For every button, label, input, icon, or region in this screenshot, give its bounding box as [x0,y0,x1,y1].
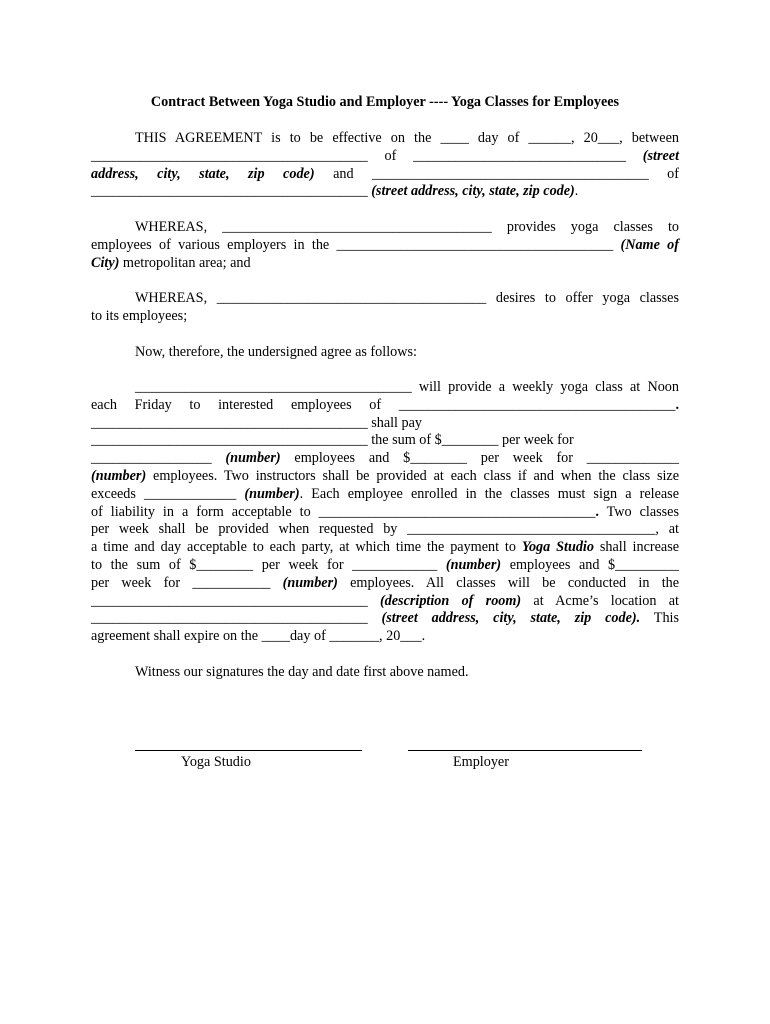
text-line: Witness our signatures the day and date first above named. [135,664,469,680]
text-line: City) metropolitan area; and [91,254,251,271]
employer-signature-line [408,750,642,751]
whereas-paragraph-2 [91,290,679,326]
text-line: _______________________________________ (street address, city, state, zip code). This [91,610,680,627]
text-line: exceeds _____________ (number). Each employee enrolled in the classes must sign a release [91,485,680,502]
text-line: _______________________________________ of ______________________________ (street [91,147,680,164]
text-line: to the sum of $________ per week for ____________ (number) employees and $_________ [91,556,679,573]
text-line: per week for ___________ (number) employees. All classes will be conducted in the [91,574,680,591]
text-line: _______________________________________ will provide a weekly yoga class at Noon [135,379,679,395]
text-line: a time and day acceptable to each party, at which time the payment to Yoga Studio shall increase [91,539,680,556]
text-line: per week shall be provided when requested by ___________________________________, at [91,521,679,538]
text-line: (number) employees. Two instructors shall be provided at each class if and when the class size [91,467,680,484]
text-line: WHEREAS, ______________________________________ desires to offer yoga classes [135,290,679,306]
text-line: of liability in a form acceptable to _______________________________________. Two classes [91,503,679,520]
witness-paragraph [91,664,679,682]
yoga-studio-signature-line [135,750,362,751]
text-line: agreement shall expire on the ____day of _______, 20___. [91,628,426,645]
terms-paragraph [91,379,679,646]
text-line: Now, therefore, the undersigned agree as follows: [135,344,417,360]
text-line: to its employees; [91,307,188,324]
text-line: THIS AGREEMENT is to be effective on the ____ day of ______, 20___, between [135,130,679,146]
whereas-paragraph-1 [91,219,679,272]
employer-signature-label: Employer [453,754,509,770]
text-line: _______________________________________ shall pay [91,414,423,431]
text-line: each Friday to interested employees of _______________________________________. [91,396,679,413]
text-line: employees of various employers in the _______________________________________ (Name of [91,236,679,253]
text-line: _________________ (number) employees and $________ per week for _____________ [91,450,680,467]
text-line: WHEREAS, ______________________________________ provides yoga classes to [135,219,679,235]
yoga-studio-signature-label: Yoga Studio [181,754,251,770]
agreement-paragraph [91,130,679,201]
text-line: _______________________________________ (description of room) at Acme’s location at [91,592,679,609]
document-title: Contract Between Yoga Studio and Employer ---- Yoga Classes for Employees [150,94,620,110]
text-line: address, city, state, zip code) and _______________________________________ of [91,165,680,182]
therefore-paragraph [91,344,679,362]
text-line: _______________________________________ (street address, city, state, zip code). [91,183,579,200]
text-line: _______________________________________ the sum of $________ per week for [91,432,574,449]
